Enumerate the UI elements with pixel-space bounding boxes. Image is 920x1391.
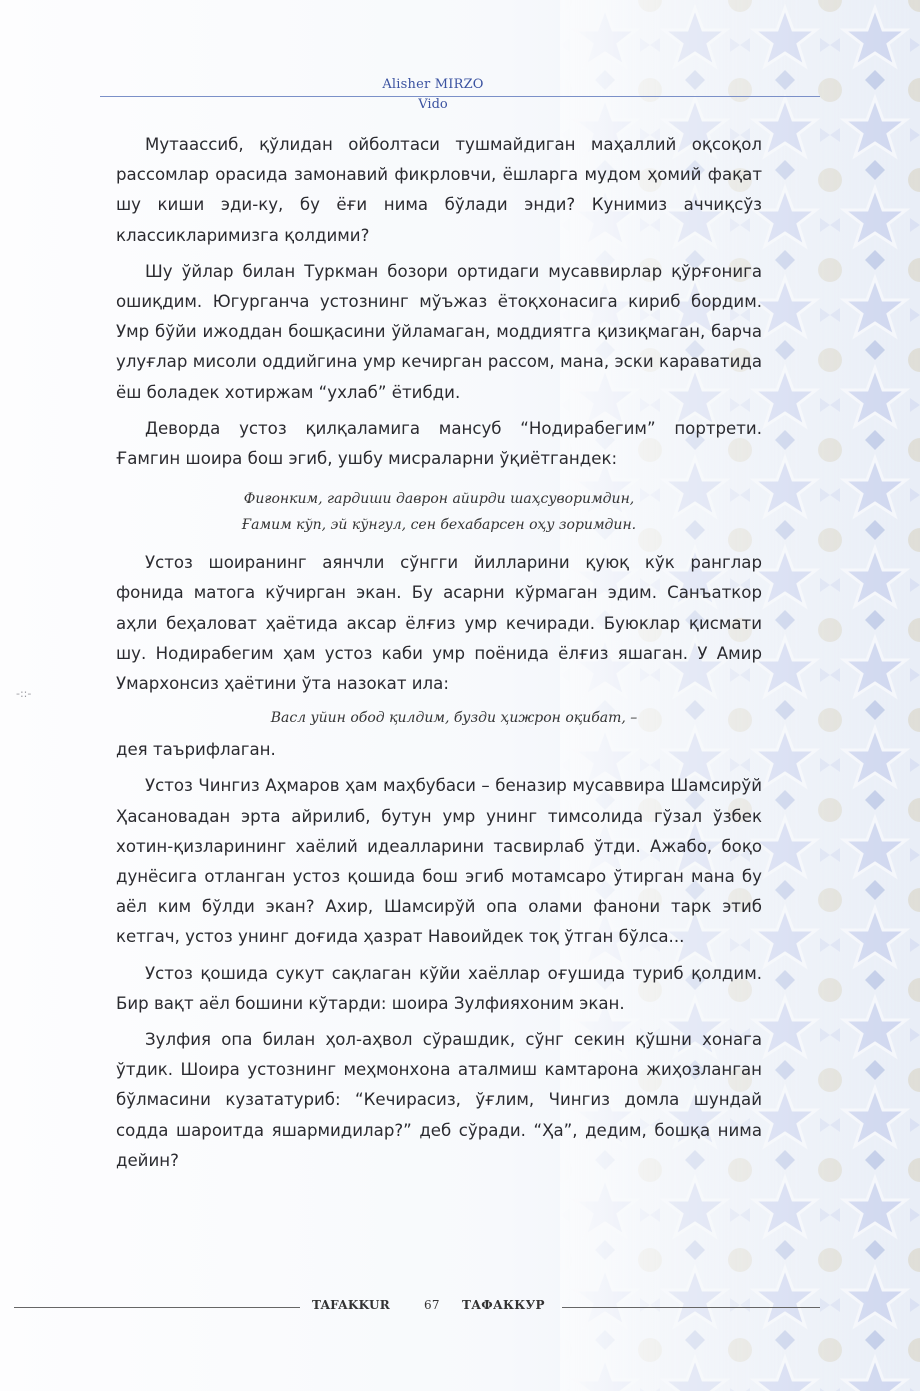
paragraph: Деворда устоз қилқаламига мансуб “Нодирабегим” портрети. Ғамгин шоира бош эгиб, ушбу мисраларни ўқиётгандек: [116, 418, 762, 469]
footer-magazine-latin: TAFAKKUR [312, 1298, 390, 1312]
paragraph: Устоз Чингиз Аҳмаров ҳам маҳбубаси – беназир мусаввира Шамсирўй Ҳасановадан эрта айрилиб, бутун умр унинг тимсолида гўзал ўзбек хотин-қизларининг хаёлий идеалларини тасвирлаб ўтди. Ажабо, боқо дунёсига отланган устоз қошида бош эгиб мотамсаро ўтирган мана бу аёл ким бўлди экан? Ахир, Шамсирўй опа олами фанони тарк этиб кетгач, устоз унинг доғида ҳазрат Навоийдек тоқ ўтган бўлса... [116, 776, 762, 947]
paragraph: Мутаассиб, қўлидан ойболтаси тушмайдиган маҳаллий оқсоқол рассомлар орасида замонавий фикрловчи, ёшларга мудом ҳомий фақат шу киши эди-ку, бу ёғи нима бўлади энди? Кунимиз аччиқсўз классикларимизга қолдими? [116, 135, 762, 245]
paragraph: Шу ўйлар билан Туркман бозори ортидаги мусаввирлар қўрғонига ошиқдим. Югурганча устознинг мўъжаз ётоқхонасига кириб бордим. Умр бўйи ижоддан бошқасини ўйламаган, моддиятга қизиқмаган, барча улуғлар мисоли оддийгина умр кечирган рассом, мана, эски караватида ёш боладек хотиржам “ухлаб” ётибди. [116, 261, 762, 402]
article-body [116, 130, 762, 1182]
paragraph: дея таърифлаган. [116, 740, 276, 760]
poem-quote [116, 705, 762, 731]
footer-rule-left [14, 1307, 300, 1308]
margin-mark-icon: -::- [16, 687, 32, 700]
section-name: Vido [418, 97, 448, 112]
author-name: Alisher MIRZO [382, 77, 484, 92]
poem-quote [116, 486, 762, 538]
page-footer [0, 1296, 920, 1320]
page-number: 67 [424, 1298, 440, 1312]
page-header [0, 74, 920, 114]
paragraph: Устоз шоиранинг аянчли сўнгги йилларини қуюқ кўк ранглар фонида матога кўчирган экан. Бу асарни кўрмаган эдим. Санъаткор аҳли беҳаловат ҳаётида аксар ёлғиз умр кечиради. Буюклар қисмати шу. Нодирабегим ҳам устоз каби умр поёнида ёлғиз яшаган. У Амир Умархонсиз ҳаётини ўта назокат ила: [116, 553, 762, 694]
paragraph: Зулфия опа билан ҳол-аҳвол сўрашдик, сўнг секин қўшни хонага ўтдик. Шоира устознинг меҳмонхона аталмиш камтарона жиҳозланган бўлмасини кузататуриб: “Кечирасиз, ўғлим, Чингиз домла шундай содда шароитда яшармидилар?” деб сўради. “Ҳа”, дедим, бошқа нима дейин? [116, 1030, 762, 1170]
poem-line: Ғамим кўп, эй кўнгул, сен бехабарсен оҳу зоримдин. [241, 517, 637, 534]
footer-magazine-cyrillic: ТАФАККУР [462, 1298, 545, 1312]
poem-line: Фиғонким, гардиши даврон айирди шаҳсуворимдин, [243, 491, 635, 508]
footer-rule-right [562, 1307, 820, 1308]
paragraph: Устоз қошида сукут сақлаган кўйи хаёллар оғушида туриб қолдим. Бир вақт аёл бошини кўтарди: шоира Зулфияхоним экан. [116, 963, 762, 1013]
poem-line: Васл уйин обод қилдим, бузди ҳижрон оқибат, – [270, 710, 638, 727]
